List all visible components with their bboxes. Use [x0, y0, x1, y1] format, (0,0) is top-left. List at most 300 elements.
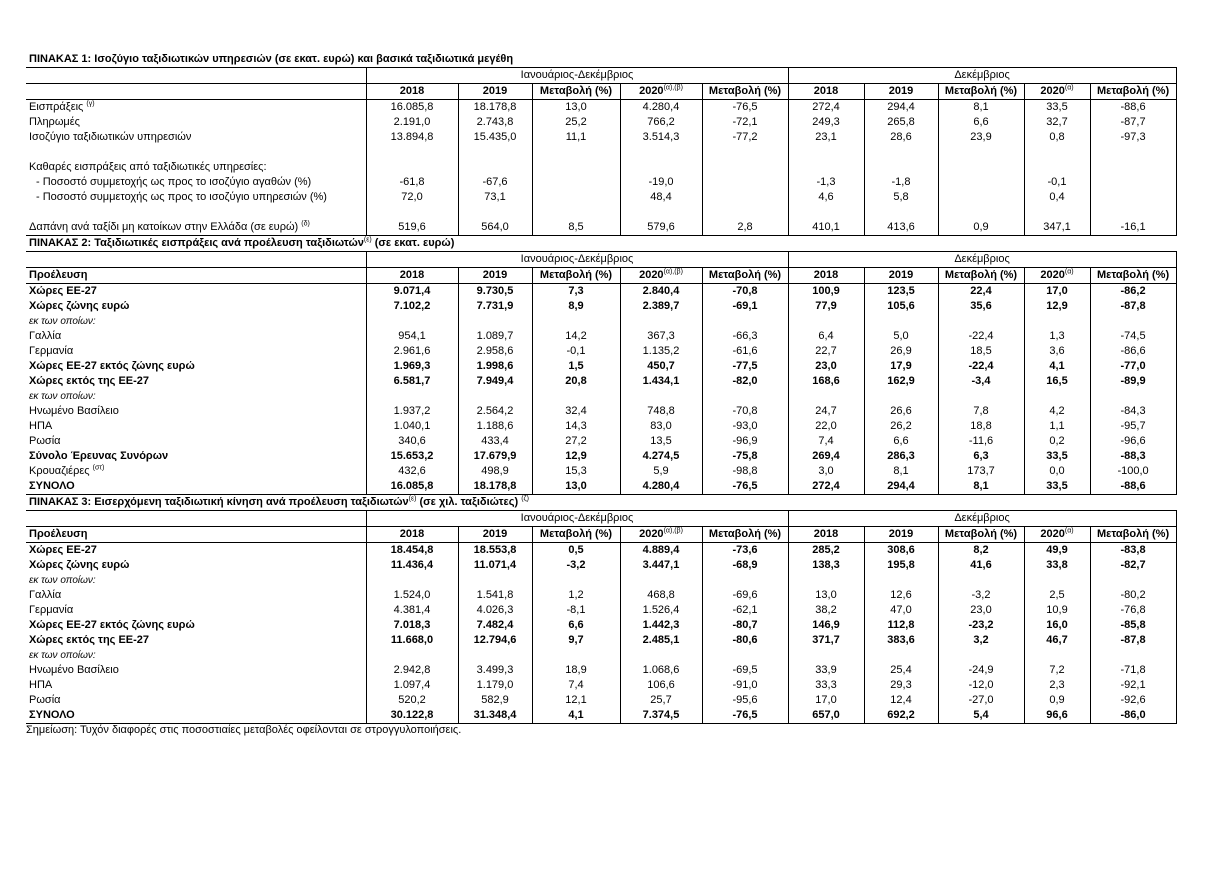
table-row — [26, 648, 1176, 663]
value-cell: 2,5 — [1024, 588, 1090, 603]
value-cell: 0,9 — [1024, 693, 1090, 708]
value-cell — [702, 205, 788, 220]
row-label: - Ποσοστό συμμετοχής ως προς το ισοζύγιο αγαθών (%) — [36, 176, 312, 188]
table-row — [26, 329, 1176, 344]
value-cell — [1024, 314, 1090, 329]
col-2018: 2018 — [788, 268, 864, 284]
value-cell: -0,1 — [1024, 175, 1090, 190]
value-cell: 5,4 — [938, 708, 1024, 724]
value-cell: -16,1 — [1090, 220, 1176, 236]
table2-group-header — [26, 252, 1176, 268]
value-cell: -92,1 — [1090, 678, 1176, 693]
col-2018: 2018 — [366, 84, 458, 100]
row-label: Σύνολο Έρευνας Συνόρων — [29, 450, 169, 462]
value-cell: 33,3 — [788, 678, 864, 693]
value-cell: -88,6 — [1090, 100, 1176, 116]
value-cell — [864, 389, 938, 404]
col-2020: $2020^{(\alpha),(\beta)}$ — [620, 84, 702, 100]
value-cell: -77,5 — [702, 359, 788, 374]
value-cell — [366, 648, 458, 663]
value-cell — [788, 389, 864, 404]
value-cell: 2,8 — [702, 220, 788, 236]
value-cell: 13.894,8 — [366, 130, 458, 145]
value-cell: 582,9 — [458, 693, 532, 708]
value-cell: 4,2 — [1024, 404, 1090, 419]
value-cell: 4,1 — [1024, 359, 1090, 374]
value-cell: -23,2 — [938, 618, 1024, 633]
table-row — [26, 434, 1176, 449]
value-cell: 22,7 — [788, 344, 864, 359]
value-cell: -70,8 — [702, 404, 788, 419]
value-cell — [458, 648, 532, 663]
row-label: Χώρες ζώνης ευρώ — [29, 300, 130, 312]
col-2020: $2020^{(\alpha)}$ — [1024, 84, 1090, 100]
value-cell: -67,6 — [458, 175, 532, 190]
table2-title-row — [26, 236, 1176, 252]
value-cell: 6,6 — [532, 618, 620, 633]
value-cell — [1090, 190, 1176, 205]
value-cell: 77,9 — [788, 299, 864, 314]
value-cell: -69,1 — [702, 299, 788, 314]
value-cell: 340,6 — [366, 434, 458, 449]
spacer-row — [26, 205, 1176, 220]
col-origin: Προέλευση — [26, 268, 366, 284]
value-cell: -27,0 — [938, 693, 1024, 708]
table-row — [26, 663, 1176, 678]
row-label: Εισπράξεις $^{(\gamma)}$ — [29, 100, 95, 113]
value-cell — [938, 648, 1024, 663]
value-cell: -93,0 — [702, 419, 788, 434]
value-cell: 1,5 — [532, 359, 620, 374]
value-cell: -82,7 — [1090, 558, 1176, 573]
table-row — [26, 464, 1176, 479]
row-label: Γαλλία — [29, 589, 62, 601]
group-jan-dec: Ιανουάριος-Δεκέμβριος — [366, 252, 788, 268]
value-cell: 26,9 — [864, 344, 938, 359]
row-label: εκ των οποίων: — [29, 316, 96, 327]
value-cell: 1,3 — [1024, 329, 1090, 344]
value-cell: 13,0 — [532, 100, 620, 116]
value-cell: 367,3 — [620, 329, 702, 344]
row-label: ΗΠΑ — [29, 420, 53, 432]
value-cell: 1.524,0 — [366, 588, 458, 603]
value-cell: 9.071,4 — [366, 284, 458, 300]
value-cell — [620, 573, 702, 588]
value-cell — [532, 389, 620, 404]
value-cell: 8,5 — [532, 220, 620, 236]
value-cell: -88,3 — [1090, 449, 1176, 464]
value-cell: -73,6 — [702, 543, 788, 559]
value-cell: -24,9 — [938, 663, 1024, 678]
value-cell — [702, 190, 788, 205]
group-jan-dec: Ιανουάριος-Δεκέμβριος — [366, 511, 788, 527]
value-cell: 294,4 — [864, 100, 938, 116]
value-cell: 106,6 — [620, 678, 702, 693]
value-cell: 5,8 — [864, 190, 938, 205]
value-cell — [788, 314, 864, 329]
table-row — [26, 449, 1176, 464]
value-cell: 371,7 — [788, 633, 864, 648]
table2-column-header — [26, 268, 1176, 284]
value-cell: 7,4 — [532, 678, 620, 693]
value-cell: 25,2 — [532, 115, 620, 130]
value-cell: 4.280,4 — [620, 100, 702, 116]
value-cell: 383,6 — [864, 633, 938, 648]
value-cell: 173,7 — [938, 464, 1024, 479]
value-cell: 564,0 — [458, 220, 532, 236]
value-cell — [1090, 314, 1176, 329]
value-cell: 24,7 — [788, 404, 864, 419]
col-2019: 2019 — [864, 527, 938, 543]
value-cell: 2.191,0 — [366, 115, 458, 130]
value-cell: -66,3 — [702, 329, 788, 344]
value-cell: 33,9 — [788, 663, 864, 678]
value-cell: 6,6 — [864, 434, 938, 449]
col-change: Μεταβολή (%) — [938, 527, 1024, 543]
value-cell — [938, 160, 1024, 175]
value-cell — [1090, 389, 1176, 404]
value-cell: 1.526,4 — [620, 603, 702, 618]
value-cell: -72,1 — [702, 115, 788, 130]
row-label: Ρωσία — [29, 435, 61, 447]
value-cell: 8,9 — [532, 299, 620, 314]
value-cell: 0,5 — [532, 543, 620, 559]
value-cell: 1.179,0 — [458, 678, 532, 693]
value-cell: 13,0 — [532, 479, 620, 495]
value-cell: 13,5 — [620, 434, 702, 449]
table-row — [26, 374, 1176, 389]
value-cell — [532, 648, 620, 663]
value-cell: 766,2 — [620, 115, 702, 130]
row-label: ΣΥΝΟΛΟ — [26, 479, 366, 495]
value-cell: 5,0 — [864, 329, 938, 344]
col-change: Μεταβολή (%) — [1090, 268, 1176, 284]
value-cell: 4.026,3 — [458, 603, 532, 618]
value-cell: -69,6 — [702, 588, 788, 603]
value-cell: -69,5 — [702, 663, 788, 678]
value-cell: 7.018,3 — [366, 618, 458, 633]
value-cell: -88,6 — [1090, 479, 1176, 495]
row-label: Δαπάνη ανά ταξίδι μη κατοίκων στην Ελλάδα (σε ευρώ) $^{(\delta)}$ — [26, 220, 366, 236]
value-cell: 195,8 — [864, 558, 938, 573]
value-cell — [788, 145, 864, 160]
value-cell — [702, 573, 788, 588]
value-cell: -85,8 — [1090, 618, 1176, 633]
col-2020: $2020^{(\alpha),(\beta)}$ — [620, 268, 702, 284]
table-row — [26, 543, 1176, 559]
value-cell: 18,9 — [532, 663, 620, 678]
value-cell: -80,6 — [702, 633, 788, 648]
value-cell: 112,8 — [864, 618, 938, 633]
value-cell — [938, 190, 1024, 205]
row-label: Χώρες ΕΕ-27 εκτός ζώνης ευρώ — [29, 360, 195, 372]
value-cell — [702, 175, 788, 190]
value-cell — [366, 573, 458, 588]
value-cell — [864, 145, 938, 160]
value-cell: -92,6 — [1090, 693, 1176, 708]
value-cell — [1090, 648, 1176, 663]
value-cell: -62,1 — [702, 603, 788, 618]
table2-body — [26, 284, 1176, 495]
value-cell: -77,0 — [1090, 359, 1176, 374]
value-cell: 11.668,0 — [366, 633, 458, 648]
value-cell — [620, 314, 702, 329]
value-cell — [788, 160, 864, 175]
value-cell — [788, 205, 864, 220]
value-cell: 83,0 — [620, 419, 702, 434]
group-december: Δεκέμβριος — [788, 511, 1176, 527]
value-cell: 7.102,2 — [366, 299, 458, 314]
col-2018: 2018 — [366, 268, 458, 284]
value-cell: -84,3 — [1090, 404, 1176, 419]
value-cell: -77,2 — [702, 130, 788, 145]
value-cell — [702, 160, 788, 175]
value-cell: -74,5 — [1090, 329, 1176, 344]
table-row — [26, 588, 1176, 603]
col-change: Μεταβολή (%) — [702, 527, 788, 543]
value-cell — [532, 160, 620, 175]
value-cell: 14,3 — [532, 419, 620, 434]
col-2018: 2018 — [366, 527, 458, 543]
value-cell: 18.553,8 — [458, 543, 532, 559]
value-cell: 7,3 — [532, 284, 620, 300]
value-cell: 1.089,7 — [458, 329, 532, 344]
col-2020: $2020^{(\alpha),(\beta)}$ — [620, 527, 702, 543]
col-origin: Προέλευση — [26, 527, 366, 543]
value-cell: 308,6 — [864, 543, 938, 559]
value-cell: 100,9 — [788, 284, 864, 300]
value-cell: -76,5 — [702, 479, 788, 495]
table3-group-header — [26, 511, 1176, 527]
value-cell: -22,4 — [938, 329, 1024, 344]
value-cell — [864, 573, 938, 588]
value-cell: 38,2 — [788, 603, 864, 618]
value-cell: 11,1 — [532, 130, 620, 145]
value-cell: 72,0 — [366, 190, 458, 205]
row-label: Ηνωμένο Βασίλειο — [29, 664, 119, 676]
value-cell: 16,0 — [1024, 618, 1090, 633]
table-row — [26, 573, 1176, 588]
table-row — [26, 344, 1176, 359]
table1-group-header — [26, 68, 1176, 84]
value-cell: -61,8 — [366, 175, 458, 190]
col-2019: 2019 — [458, 268, 532, 284]
value-cell: 8,2 — [938, 543, 1024, 559]
value-cell — [1024, 648, 1090, 663]
statistics-table — [26, 52, 1177, 724]
value-cell: 12,1 — [532, 693, 620, 708]
value-cell: 748,8 — [620, 404, 702, 419]
row-label: Καθαρές εισπράξεις από ταξιδιωτικές υπηρεσίες: — [29, 161, 267, 173]
value-cell: 2.840,4 — [620, 284, 702, 300]
col-2019: 2019 — [458, 84, 532, 100]
value-cell: 11.071,4 — [458, 558, 532, 573]
value-cell: -83,8 — [1090, 543, 1176, 559]
row-label: Πληρωμές — [29, 116, 80, 128]
table-row — [26, 693, 1176, 708]
value-cell — [788, 648, 864, 663]
value-cell — [532, 314, 620, 329]
value-cell: 28,6 — [864, 130, 938, 145]
value-cell: -96,6 — [1090, 434, 1176, 449]
value-cell: 8,1 — [864, 464, 938, 479]
value-cell: 11.436,4 — [366, 558, 458, 573]
value-cell: 4,1 — [532, 708, 620, 724]
value-cell — [864, 160, 938, 175]
value-cell: 954,1 — [366, 329, 458, 344]
value-cell: 12,9 — [532, 449, 620, 464]
value-cell: 286,3 — [864, 449, 938, 464]
value-cell: 32,7 — [1024, 115, 1090, 130]
value-cell — [864, 314, 938, 329]
value-cell: 9,7 — [532, 633, 620, 648]
value-cell: 23,9 — [938, 130, 1024, 145]
value-cell: 35,6 — [938, 299, 1024, 314]
value-cell: 162,9 — [864, 374, 938, 389]
value-cell: 16,5 — [1024, 374, 1090, 389]
value-cell: 4.274,5 — [620, 449, 702, 464]
value-cell: 3,6 — [1024, 344, 1090, 359]
value-cell: -95,6 — [702, 693, 788, 708]
value-cell — [458, 314, 532, 329]
document — [26, 52, 1176, 739]
value-cell: -0,1 — [532, 344, 620, 359]
table1-title-row — [26, 52, 1176, 68]
row-payments — [26, 115, 1176, 130]
value-cell: 15.435,0 — [458, 130, 532, 145]
value-cell: 105,6 — [864, 299, 938, 314]
value-cell: -3,4 — [938, 374, 1024, 389]
value-cell: 3,2 — [938, 633, 1024, 648]
value-cell: 2.743,8 — [458, 115, 532, 130]
value-cell: 6,6 — [938, 115, 1024, 130]
value-cell: 0,4 — [1024, 190, 1090, 205]
value-cell — [1090, 205, 1176, 220]
row-label: - Ποσοστό συμμετοχής ως προς το ισοζύγιο υπηρεσιών (%) — [36, 191, 327, 203]
value-cell: 3.447,1 — [620, 558, 702, 573]
row-share-services — [26, 190, 1176, 205]
value-cell: 294,4 — [864, 479, 938, 495]
value-cell: 1.937,2 — [366, 404, 458, 419]
value-cell: 168,6 — [788, 374, 864, 389]
value-cell: -100,0 — [1090, 464, 1176, 479]
value-cell: 265,8 — [864, 115, 938, 130]
row-label: Χώρες ΕΕ-27 — [29, 544, 97, 556]
value-cell: -61,6 — [702, 344, 788, 359]
value-cell: -12,0 — [938, 678, 1024, 693]
col-2020: $2020^{(\alpha)}$ — [1024, 527, 1090, 543]
value-cell: 30.122,8 — [366, 708, 458, 724]
table-row — [26, 479, 1176, 495]
value-cell: 4.889,4 — [620, 543, 702, 559]
value-cell: 31.348,4 — [458, 708, 532, 724]
value-cell — [1024, 160, 1090, 175]
value-cell: -8,1 — [532, 603, 620, 618]
value-cell — [620, 648, 702, 663]
value-cell: 8,1 — [938, 100, 1024, 116]
value-cell: 29,3 — [864, 678, 938, 693]
value-cell: -98,8 — [702, 464, 788, 479]
value-cell: -86,6 — [1090, 344, 1176, 359]
value-cell: 41,6 — [938, 558, 1024, 573]
value-cell: 18.178,8 — [458, 479, 532, 495]
value-cell: 2.485,1 — [620, 633, 702, 648]
value-cell: 16.085,8 — [366, 100, 458, 116]
value-cell — [1090, 175, 1176, 190]
value-cell: 657,0 — [788, 708, 864, 724]
value-cell: 5,9 — [620, 464, 702, 479]
group-december: Δεκέμβριος — [788, 252, 1176, 268]
value-cell: 22,0 — [788, 419, 864, 434]
table-row — [26, 314, 1176, 329]
value-cell: 1.188,6 — [458, 419, 532, 434]
value-cell — [620, 160, 702, 175]
value-cell: 7,2 — [1024, 663, 1090, 678]
value-cell — [938, 175, 1024, 190]
value-cell — [620, 145, 702, 160]
value-cell: 96,6 — [1024, 708, 1090, 724]
value-cell: -96,9 — [702, 434, 788, 449]
value-cell: 22,4 — [938, 284, 1024, 300]
value-cell: -86,0 — [1090, 708, 1176, 724]
value-cell: 520,2 — [366, 693, 458, 708]
value-cell: 1.097,4 — [366, 678, 458, 693]
value-cell — [532, 190, 620, 205]
value-cell: 17,9 — [864, 359, 938, 374]
row-share-goods — [26, 175, 1176, 190]
value-cell: -75,8 — [702, 449, 788, 464]
value-cell: 6.581,7 — [366, 374, 458, 389]
value-cell: 7,4 — [788, 434, 864, 449]
col-2019: 2019 — [458, 527, 532, 543]
footnote: Σημείωση: Τυχόν διαφορές στις ποσοστιαίες μεταβολές οφείλονται σε στρογγυλοποιήσεις. — [26, 724, 462, 736]
value-cell: -91,0 — [702, 678, 788, 693]
table3-column-header — [26, 527, 1176, 543]
value-cell: 2,3 — [1024, 678, 1090, 693]
value-cell: 46,7 — [1024, 633, 1090, 648]
value-cell: 18.178,8 — [458, 100, 532, 116]
value-cell: -11,6 — [938, 434, 1024, 449]
row-label: Κρουαζιέρες $^{(\sigma\tau)}$ — [29, 464, 105, 477]
value-cell: -3,2 — [938, 588, 1024, 603]
value-cell: 2.389,7 — [620, 299, 702, 314]
value-cell: 4.381,4 — [366, 603, 458, 618]
value-cell: 269,4 — [788, 449, 864, 464]
value-cell: 3.514,3 — [620, 130, 702, 145]
row-label: Γερμανία — [29, 345, 74, 357]
row-label: Γερμανία — [29, 604, 74, 616]
value-cell: -89,9 — [1090, 374, 1176, 389]
table1-title: ΠΙΝΑΚΑΣ 1: Ισοζύγιο ταξιδιωτικών υπηρεσιών (σε εκατ. ευρώ) και βασικά ταξιδιωτικά μεγέθη — [29, 53, 514, 65]
row-label: ΣΥΝΟΛΟ — [26, 708, 366, 724]
value-cell: -71,8 — [1090, 663, 1176, 678]
value-cell — [458, 205, 532, 220]
value-cell — [938, 314, 1024, 329]
table2-title: ΠΙΝΑΚΑΣ 2: Ταξιδιωτικές εισπράξεις ανά προέλευση ταξιδιωτών$^{(\varepsilon)}$ (σε εκατ. ευρώ) — [29, 236, 455, 249]
value-cell: 1.434,1 — [620, 374, 702, 389]
value-cell: 7.374,5 — [620, 708, 702, 724]
row-label: Χώρες εκτός της ΕΕ-27 — [29, 634, 150, 646]
value-cell: 1.068,6 — [620, 663, 702, 678]
col-change: Μεταβολή (%) — [1090, 527, 1176, 543]
value-cell: 2.958,6 — [458, 344, 532, 359]
value-cell — [702, 145, 788, 160]
col-change: Μεταβολή (%) — [702, 268, 788, 284]
table-row — [26, 603, 1176, 618]
value-cell: 15,3 — [532, 464, 620, 479]
value-cell: 12,6 — [864, 588, 938, 603]
value-cell — [938, 205, 1024, 220]
